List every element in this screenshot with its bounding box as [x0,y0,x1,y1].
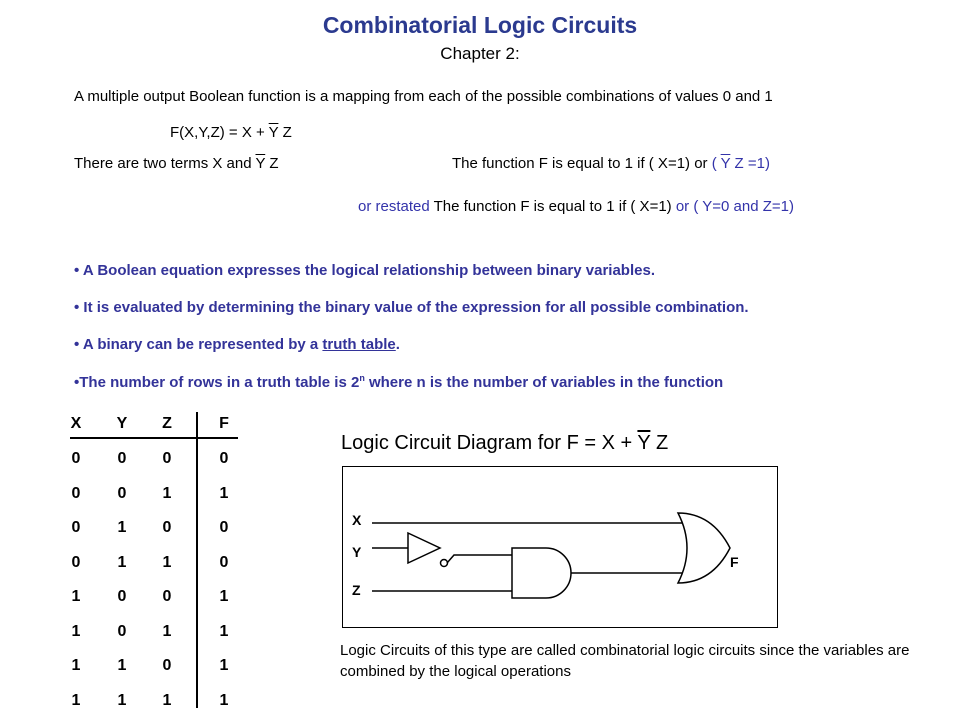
bullet-item: • A Boolean equation expresses the logical relationship between binary variables. [74,262,655,279]
tt-cell-y: 1 [117,519,127,536]
tt-cell-y: 0 [117,450,127,467]
input-label-x: X [352,512,362,528]
tt-cell-f: 1 [219,691,229,709]
bullet-text: The number of rows in a truth table is 2 [79,374,360,391]
condition-bar: $\overline{Y}$ [720,155,731,172]
tt-cell-f: 0 [219,450,229,467]
tt-cell-f: 1 [219,657,229,674]
bullet-text: A Boolean equation expresses the logical relationship between binary variables. [82,262,655,279]
page-subtitle: Chapter 2: [440,44,520,63]
bullet-text: where n is the number of variables in the function [364,374,724,391]
not-gate [408,533,440,563]
tt-cell-x: 1 [71,691,81,709]
diagram-title-suffix: Z [655,432,669,454]
tt-cell-y: 0 [117,484,127,502]
bullet-item: •The number of rows in a truth table is 2$^n$ where n is the number of variables in the function [74,373,724,391]
input-label-y: Y [352,544,362,560]
truth-table-link[interactable]: truth table [322,336,396,353]
tt-cell-x: 1 [71,588,81,605]
tt-cell-z: 0 [162,450,172,467]
tt-cell-f: 1 [219,588,229,605]
bullet-text: A binary can be represented by a [82,336,319,353]
tt-cell-f: 0 [219,519,229,536]
tt-cell-z: 0 [162,588,172,605]
or-gate [678,513,730,583]
tt-cell-z: 0 [162,657,172,674]
function-def-prefix: F(X,Y,Z) = X + [170,124,265,141]
bullet-item: • A binary can be represented by a truth table. [74,336,400,353]
bullet-text: It is evaluated by determining the binary value of the expression for all possible combination. [83,299,749,316]
tt-header-f: F [219,415,229,432]
tt-cell-z: 0 [162,519,172,536]
tt-header-y: Y [116,415,128,432]
tt-header-z: Z [162,415,172,432]
tt-cell-x: 1 [71,622,81,640]
terms-text: There are two terms X and [74,155,252,172]
condition-close: Z =1) [734,155,770,172]
intro-text: A multiple output Boolean function is a mapping from each of the possible combinations of values 0 and 1 [74,88,773,105]
bullet-punct: . [395,336,400,353]
tt-cell-z: 1 [162,553,172,571]
tt-cell-y: 0 [117,622,127,640]
terms-bar: $\overline{Y}$ [255,155,266,172]
and-gate [512,548,571,598]
page-title: Combinatorial Logic Circuits [322,12,638,38]
tt-cell-y: 1 [117,691,127,709]
output-label-f: F [730,554,739,570]
diagram-title-bar: $\overline{Y}$ [637,432,651,454]
tt-cell-x: 0 [71,484,81,502]
condition-prefix: The function F is equal to 1 if ( X=1) or [452,155,708,172]
restated-tail: or ( Y=0 and Z=1) [675,198,794,215]
not-bubble [441,560,448,567]
diagram-caption: Logic Circuits of this type are called combinatorial logic circuits since the variables are combined by the logical operations [340,642,910,680]
tt-header-x: X [70,415,82,432]
tt-cell-f: 1 [219,622,229,640]
bullet-item: • It is evaluated by determining the binary value of the expression for all possible combination. [74,299,749,316]
tt-cell-z: 1 [162,484,172,502]
tt-cell-x: 1 [71,657,81,674]
tt-cell-x: 0 [71,553,81,571]
wire-ybar [447,555,512,563]
condition-open: ( [711,155,717,172]
diagram-title-prefix: Logic Circuit Diagram for F = X + [341,432,633,454]
tt-cell-x: 0 [71,450,81,467]
tt-cell-x: 0 [71,519,81,536]
input-label-z: Z [352,582,361,598]
tt-cell-y: 1 [117,657,127,674]
tt-cell-z: 1 [162,691,172,709]
restated-middle: The function F is equal to 1 if ( X=1) [433,198,672,215]
tt-cell-f: 1 [219,484,229,502]
tt-cell-y: 1 [117,553,127,571]
tt-cell-y: 0 [117,588,127,605]
tt-cell-z: 1 [162,622,172,640]
tt-cell-f: 0 [219,553,229,571]
function-def-bar: $\overline{Y}$ [268,124,279,141]
exponent-n: n [359,373,365,383]
function-def-suffix: Z [282,124,292,141]
terms-suffix: Z [269,155,279,172]
restated-lead: or restated [358,198,430,215]
